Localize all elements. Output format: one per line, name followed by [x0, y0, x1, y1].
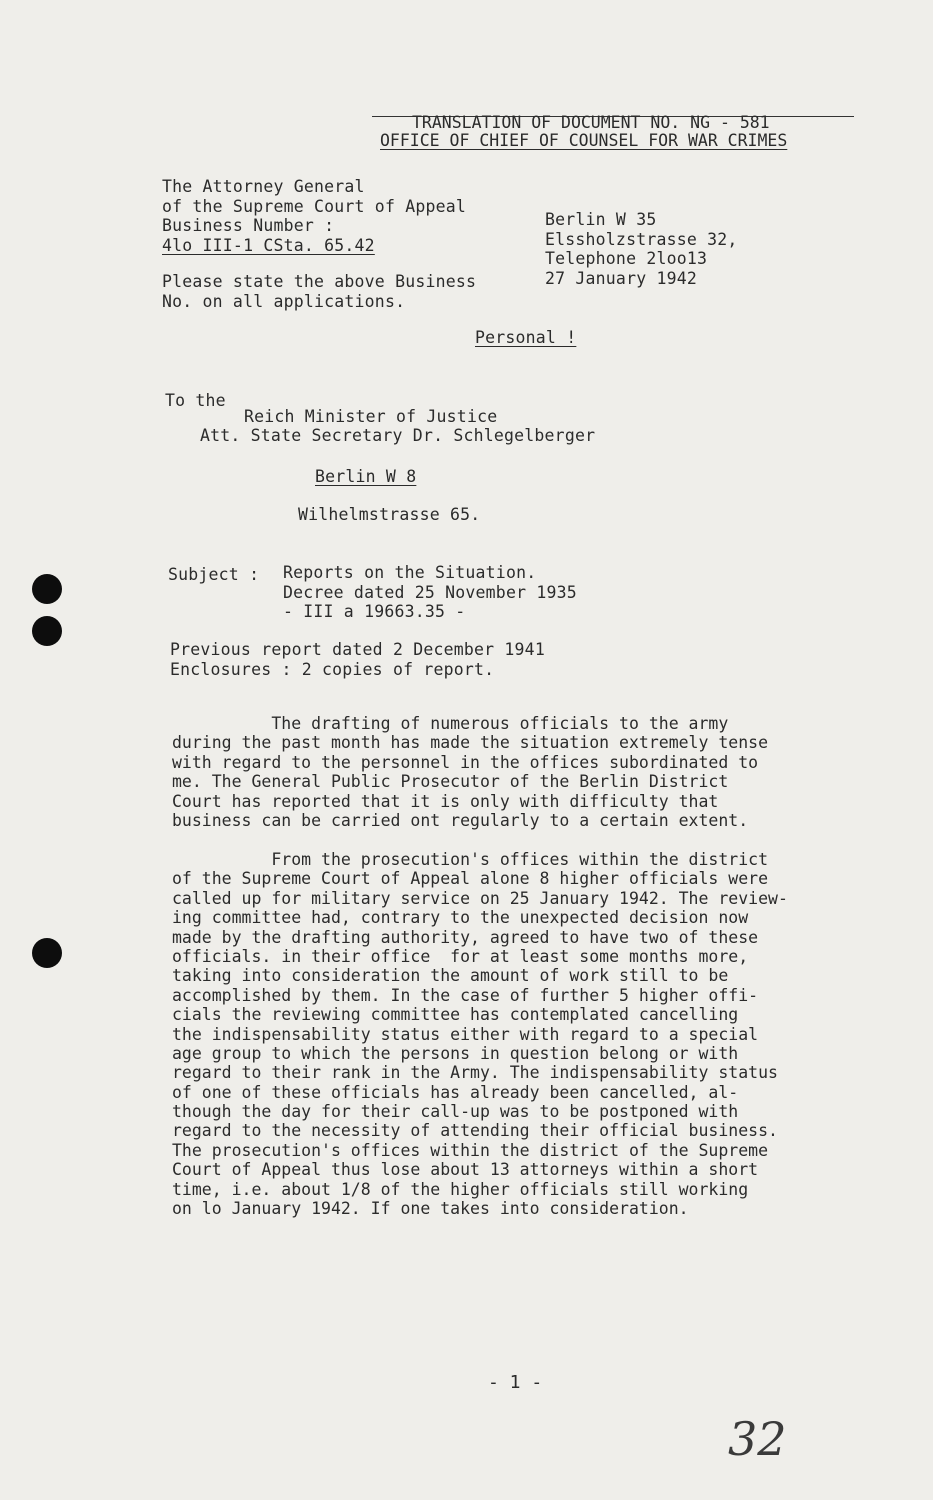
address-line: Berlin W 35: [545, 210, 657, 229]
paragraph-line: The drafting of numerous officials to the army: [172, 714, 729, 733]
paragraph-line: of one of these officials has already been cancelled, al-: [172, 1082, 739, 1102]
punch-hole-icon: [32, 574, 62, 604]
paragraph-line: with regard to the personnel in the offices subordinated to: [172, 752, 759, 772]
sender-line: Business Number :: [162, 216, 335, 235]
subject-line: Reports on the Situation.: [283, 563, 537, 582]
header-translation-line: TRANSLATION OF DOCUMENT NO. NG - 581: [412, 113, 770, 132]
subject-line: Decree dated 25 November 1935: [283, 582, 577, 602]
paragraph-line: time, i.e. about 1/8 of the higher officials still working: [172, 1179, 749, 1199]
paragraph-line: age group to which the persons in question belong or with: [172, 1043, 739, 1063]
paragraph-line: ing committee had, contrary to the unexpected decision now: [172, 908, 749, 928]
paragraph-line: on lo January 1942. If one takes into consideration.: [172, 1199, 689, 1219]
paragraph-line: business can be carried ont regularly to a certain extent.: [172, 810, 749, 830]
sender-line: 4lo III-1 CSta. 65.42: [162, 235, 375, 255]
paragraph-line: From the prosecution's offices within the district: [172, 850, 769, 869]
paragraph-line: of the Supreme Court of Appeal alone 8 higher officials were: [172, 869, 769, 889]
address-line: Telephone 2loo13: [545, 249, 708, 268]
paragraph-line: during the past month has made the situation extremely tense: [172, 733, 769, 753]
subject-label: Subject :: [168, 565, 260, 584]
note-line: Please state the above Business: [162, 272, 477, 291]
paragraph-line: Court of Appeal thus lose about 13 attorneys within a short: [172, 1160, 759, 1180]
paragraph-line: Court has reported that it is only with difficulty that: [172, 791, 719, 811]
paragraph-line: accomplished by them. In the case of further 5 higher offi-: [172, 985, 759, 1005]
paragraph-line: me. The General Public Prosecutor of the Berlin District: [172, 772, 729, 792]
previous-report-block: [170, 640, 545, 679]
recipient-minister: Reich Minister of Justice: [244, 407, 498, 426]
sender-line: The Attorney General: [162, 177, 365, 196]
sender-block: [162, 177, 466, 255]
recipient-city: Berlin W 8: [315, 467, 417, 486]
paragraph-prosecution: [172, 850, 862, 1218]
previous-report-line: Previous report dated 2 December 1941: [170, 640, 545, 659]
punch-hole-icon: [32, 616, 62, 646]
recipient-attention: Att. State Secretary Dr. Schlegelberger: [200, 426, 596, 445]
paragraph-line: called up for military service on 25 January 1942. The review-: [172, 888, 788, 908]
address-block: [545, 210, 738, 288]
header-office-line: OFFICE OF CHIEF OF COUNSEL FOR WAR CRIMES: [380, 131, 788, 150]
page-number: - 1 -: [488, 1372, 543, 1393]
enclosures-line: Enclosures : 2 copies of report.: [170, 659, 495, 679]
to-label: To the: [165, 391, 226, 410]
subject-lines: [283, 563, 577, 622]
paragraph-line: taking into consideration the amount of work still to be: [172, 966, 729, 986]
date-line: 27 January 1942: [545, 268, 698, 288]
punch-hole-icon: [32, 938, 62, 968]
note-line: No. on all applications.: [162, 291, 406, 311]
sender-line: of the Supreme Court of Appeal: [162, 196, 467, 216]
paragraph-line: regard to the necessity of attending their official business.: [172, 1121, 778, 1141]
paragraph-line: The prosecution's offices within the district of the Supreme: [172, 1140, 769, 1160]
paragraph-line: made by the drafting authority, agreed to have two of these: [172, 927, 759, 947]
paragraph-line: regard to their rank in the Army. The indispensability status: [172, 1063, 778, 1083]
recipient-street: Wilhelmstrasse 65.: [298, 505, 481, 524]
paragraph-drafting: [172, 714, 862, 830]
paragraph-line: though the day for their call-up was to be postponed with: [172, 1102, 739, 1122]
paragraph-line: cials the reviewing committee has contemplated cancelling: [172, 1005, 739, 1025]
paragraph-line: the indispensability status either with regard to a special: [172, 1024, 759, 1044]
subject-line: - III a 19663.35 -: [283, 602, 466, 621]
handwritten-page-number: 32: [728, 1412, 787, 1466]
paragraph-line: officials. in their office for at least some months more,: [172, 946, 749, 966]
personal-marker: Personal !: [475, 328, 577, 347]
address-line: Elssholzstrasse 32,: [545, 229, 738, 249]
business-number-note: [162, 272, 476, 311]
